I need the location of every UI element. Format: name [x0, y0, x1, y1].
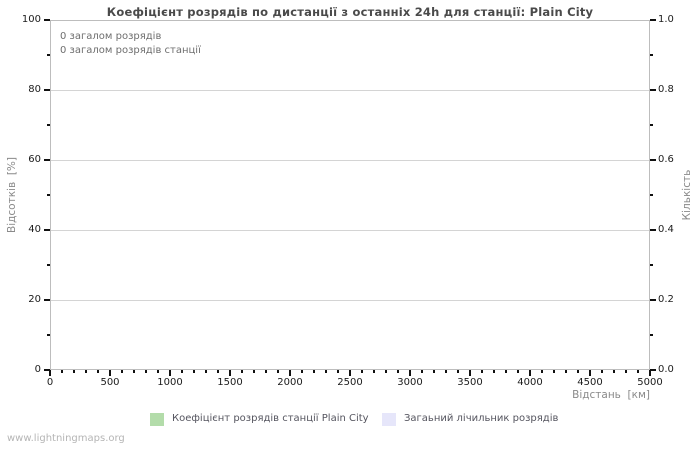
legend-label-station-ratio: Коефіцієнт розрядів станції Plain City: [172, 413, 369, 424]
x-tick: [613, 370, 615, 373]
x-tick: [289, 370, 291, 376]
x-tick-label: 5000: [637, 377, 663, 388]
y-tick-right: [650, 159, 656, 161]
x-tick: [157, 370, 159, 373]
x-tick: [241, 370, 243, 373]
y-axis-label-right: Кількість: [681, 169, 693, 221]
x-tick: [313, 370, 315, 373]
x-tick-label: 3500: [457, 377, 483, 388]
x-tick: [265, 370, 267, 373]
x-tick: [181, 370, 183, 373]
y-tick-right: [650, 89, 656, 91]
x-tick: [409, 370, 411, 376]
x-tick: [649, 370, 651, 376]
x-tick: [493, 370, 495, 373]
x-tick: [73, 370, 75, 373]
x-tick-label: 3000: [397, 377, 423, 388]
x-tick: [445, 370, 447, 373]
x-tick: [529, 370, 531, 376]
y-tick-label-right: 0.8: [658, 84, 674, 95]
y-tick-label-left: 80: [28, 84, 41, 95]
x-tick: [133, 370, 135, 373]
y-tick-right: [650, 369, 656, 371]
y-tick-right: [650, 19, 656, 21]
x-tick: [373, 370, 375, 373]
x-tick-label: 0: [46, 377, 54, 388]
x-tick-label: 500: [100, 377, 120, 388]
y-axis-label-left: Відсотків [%]: [6, 157, 18, 233]
legend-item-station-ratio: [150, 411, 164, 425]
x-tick: [301, 370, 303, 373]
x-tick: [541, 370, 543, 373]
y-tick-label-left: 20: [28, 294, 41, 305]
x-tick: [325, 370, 327, 373]
x-tick: [349, 370, 351, 376]
x-tick: [457, 370, 459, 373]
x-tick: [553, 370, 555, 373]
y-tick-label-right: 1.0: [658, 14, 674, 25]
legend-swatch-station-ratio: [150, 413, 164, 426]
y-tick-label-right: 0.2: [658, 294, 674, 305]
x-tick: [49, 370, 51, 376]
x-tick: [637, 370, 639, 373]
x-tick: [517, 370, 519, 373]
x-tick: [481, 370, 483, 373]
y-tick-right: [650, 334, 653, 336]
x-tick: [169, 370, 171, 376]
x-axis-label: Відстань [км]: [572, 389, 650, 401]
x-tick: [397, 370, 399, 373]
y-tick-label-left: 0: [34, 364, 41, 375]
y-tick-label-right: 0.0: [658, 364, 674, 375]
y-tick-right: [650, 54, 653, 56]
x-tick: [589, 370, 591, 376]
x-tick: [277, 370, 279, 373]
y-tick-label-left: 60: [28, 154, 41, 165]
x-tick-label: 2000: [277, 377, 303, 388]
x-tick-label: 2500: [337, 377, 363, 388]
x-tick: [121, 370, 123, 373]
x-tick: [601, 370, 603, 373]
plot-area: [50, 20, 650, 370]
x-tick: [253, 370, 255, 373]
y-tick-right: [650, 264, 653, 266]
x-tick: [205, 370, 207, 373]
x-tick: [565, 370, 567, 373]
x-tick: [97, 370, 99, 373]
x-tick: [421, 370, 423, 373]
x-tick: [385, 370, 387, 373]
y-tick-right: [650, 194, 653, 196]
x-tick: [361, 370, 363, 373]
x-tick: [85, 370, 87, 373]
x-tick: [337, 370, 339, 373]
legend-label-total-counter: Загаьний лічильник розрядів: [404, 413, 559, 424]
x-tick: [577, 370, 579, 373]
legend-swatch-total-counter: [382, 413, 396, 426]
x-tick: [469, 370, 471, 376]
y-tick-label-right: 0.4: [658, 224, 674, 235]
legend-item-total-counter: [382, 411, 396, 425]
annotation-total-strokes: 0 загалом розрядів: [60, 31, 162, 42]
y-tick-label-left: 100: [21, 14, 41, 25]
x-tick: [145, 370, 147, 373]
x-tick-label: 4500: [577, 377, 603, 388]
x-tick: [217, 370, 219, 373]
annotation-station-strokes: 0 загалом розрядів станції: [60, 45, 201, 56]
y-tick-label-left: 40: [28, 224, 41, 235]
y-tick-right: [650, 229, 656, 231]
watermark-link[interactable]: www.lightningmaps.org: [7, 433, 125, 444]
x-tick: [193, 370, 195, 373]
chart-title: Коефіцієнт розрядів по дистанції з останніх 24h для станції: Plain City: [106, 5, 594, 19]
y-tick-right: [650, 299, 656, 301]
x-tick: [433, 370, 435, 373]
x-tick: [109, 370, 111, 376]
x-tick-label: 1000: [157, 377, 183, 388]
x-tick-label: 4000: [517, 377, 543, 388]
x-tick: [625, 370, 627, 373]
x-tick: [229, 370, 231, 376]
y-tick-right: [650, 124, 653, 126]
x-tick-label: 1500: [217, 377, 243, 388]
x-tick: [505, 370, 507, 373]
y-tick-label-right: 0.6: [658, 154, 674, 165]
x-tick: [61, 370, 63, 373]
